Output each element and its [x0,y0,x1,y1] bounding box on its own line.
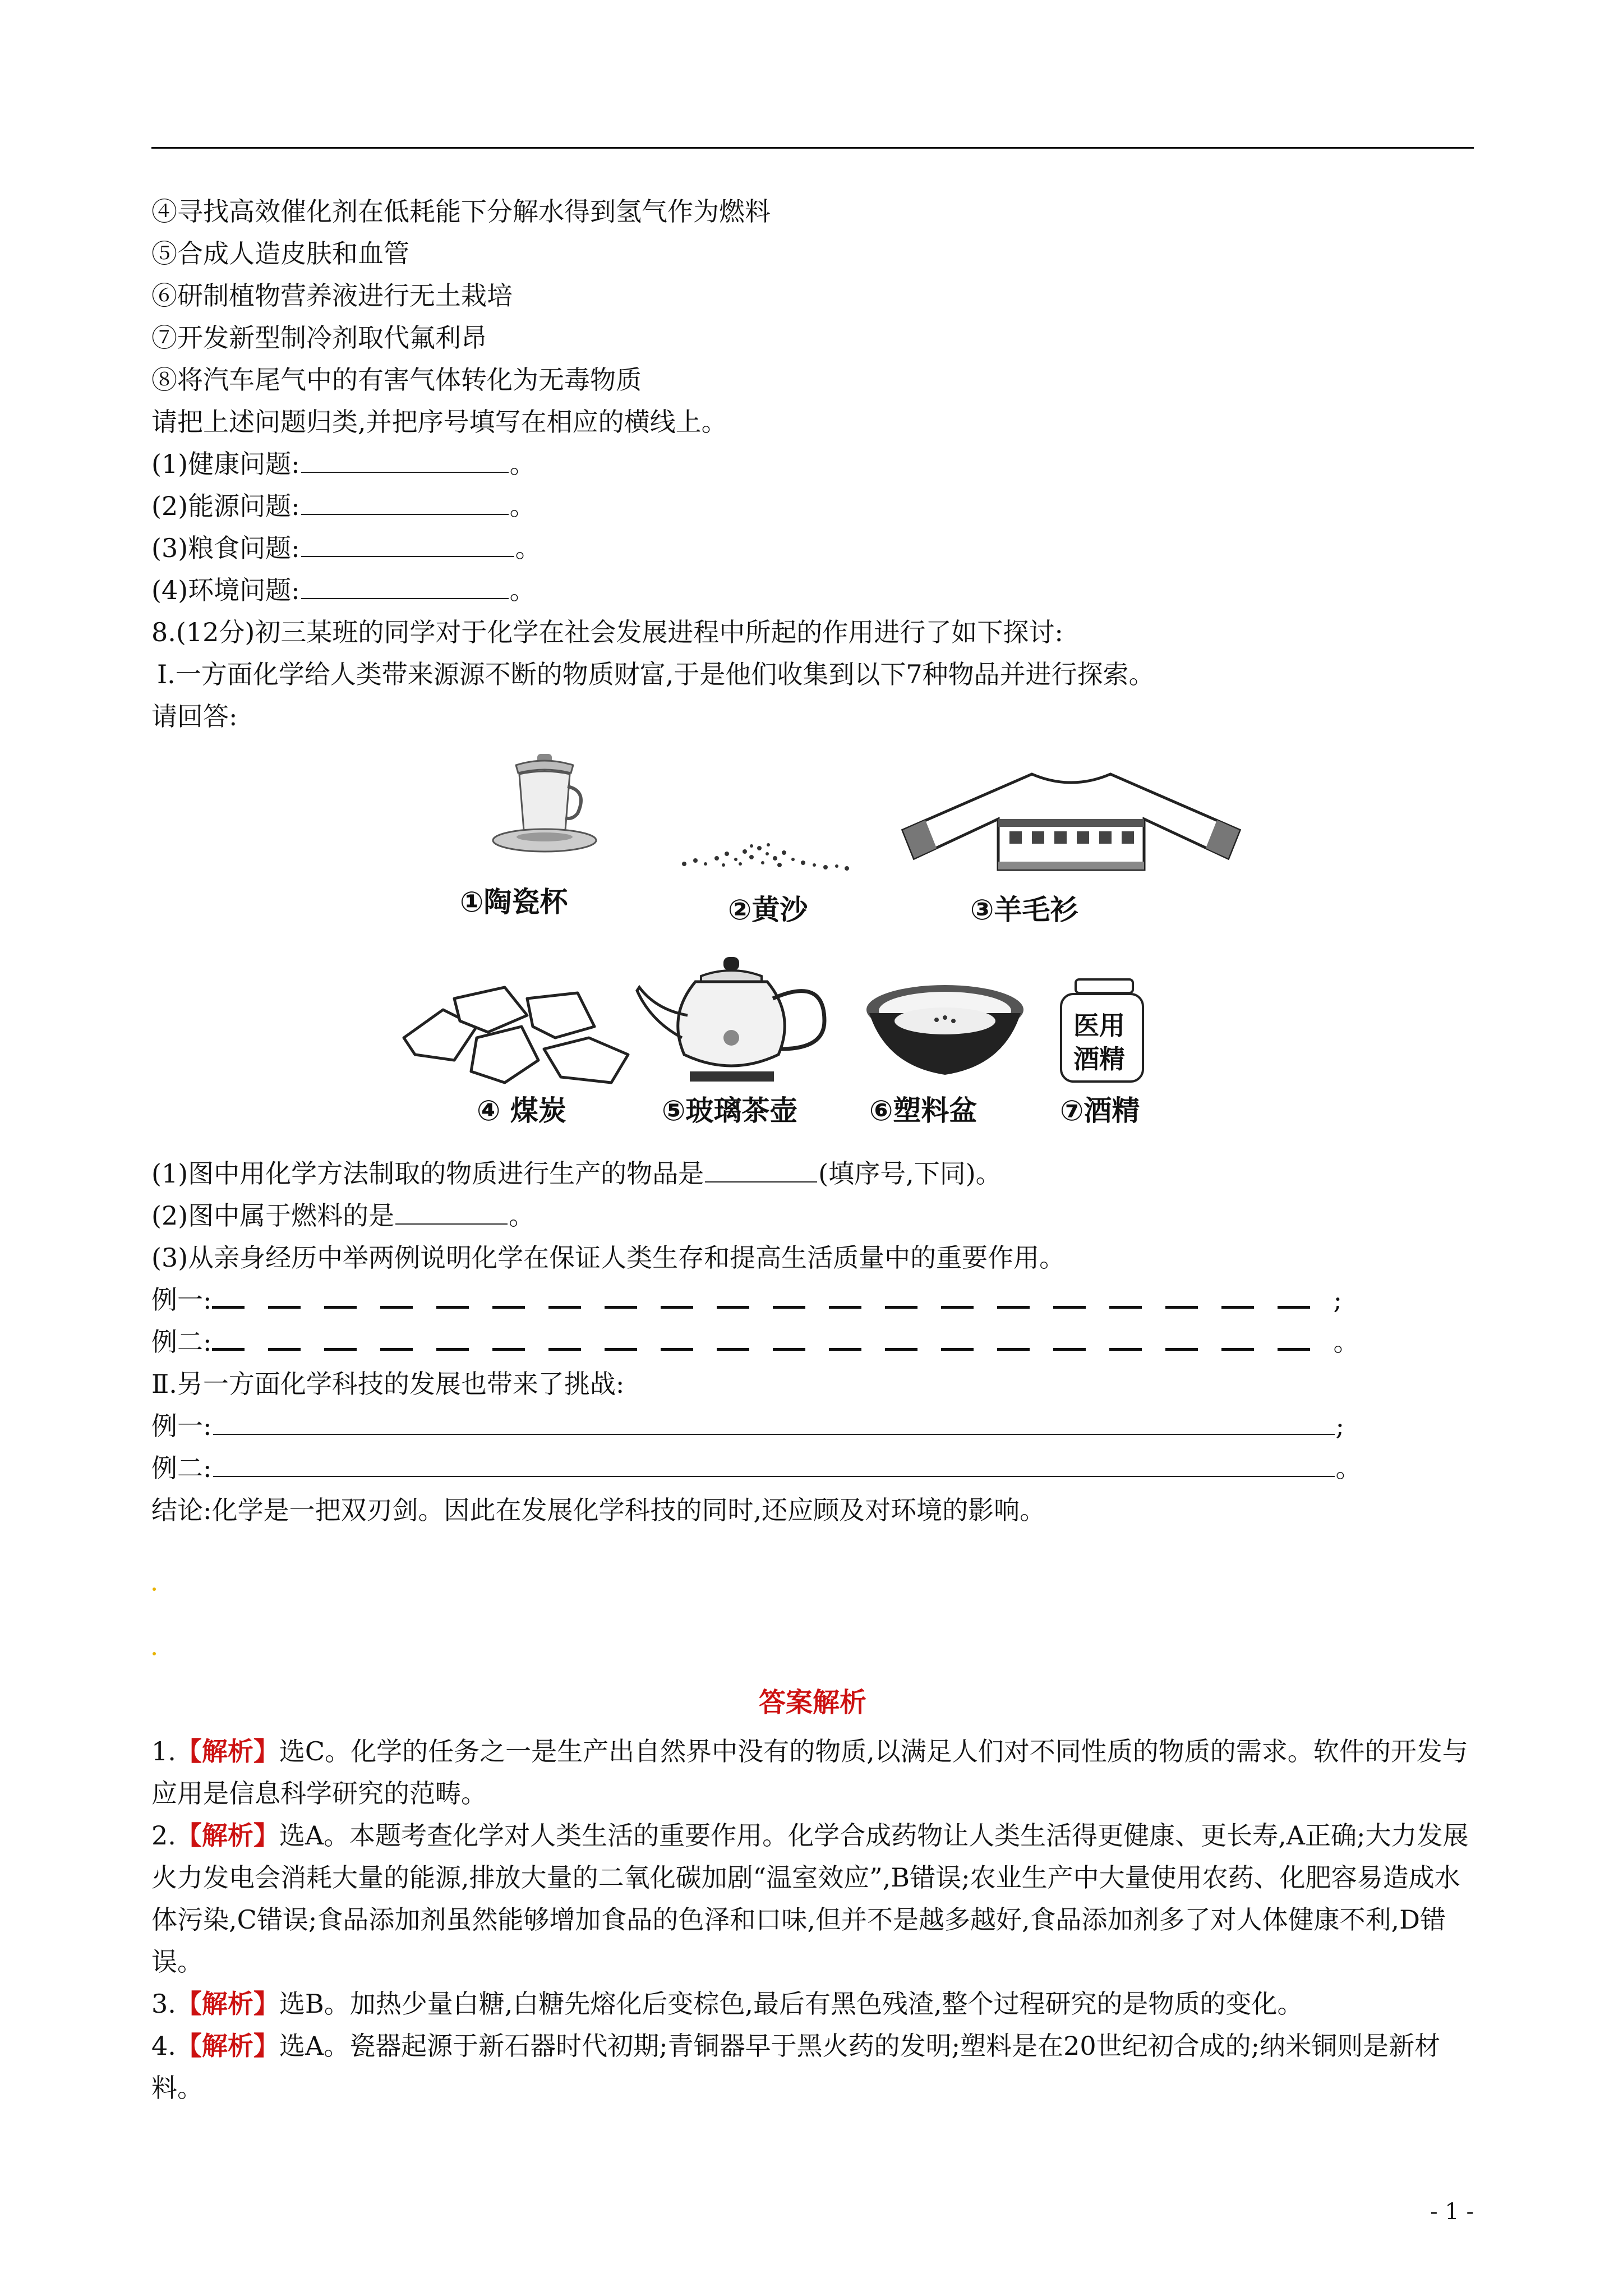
teapot-icon [634,954,841,1088]
coal-icon [393,976,639,1088]
sub-question-3: (3)从亲身经历中举两例说明化学在保证人类生存和提高生活质量中的重要作用。 [151,1243,1066,1273]
answer-blank[interactable] [705,1159,817,1182]
answer-blank[interactable] [395,1201,508,1225]
item-8: ⑧将汽车尾气中的有害气体转化为无毒物质 [151,365,642,395]
answer-section [151,1682,1474,2109]
label-alcohol: ⑦酒精 [1060,1094,1140,1127]
q8-part2: Ⅱ.另一方面化学科技的发展也带来了挑战: [151,1369,625,1399]
answer-4: 4.【解析】选A。瓷器起源于新石器时代初期;青铜器早于黑火药的发明;塑料是在20世纪初合成的;纳米铜则是新材料。 [151,2031,1441,2103]
blank-health: (1)健康问题: 。 [151,449,536,479]
challenge-example-1: 例一: ; [151,1411,1344,1441]
blank-environment: (4)环境问题: 。 [151,575,536,605]
bottle-label-line1: 医用 [1073,1010,1125,1041]
q8-stem: 8.(12分)初三某班的同学对于化学在社会发展进程中所起的作用进行了如下探讨: [151,617,1063,647]
item-6: ⑥研制植物营养液进行无土栽培 [151,280,513,311]
ceramic-cup-icon [488,752,600,858]
answer-blank[interactable] [301,533,514,557]
item-5: ⑤合成人造皮肤和血管 [151,238,409,269]
page-number: - 1 - [1430,2199,1474,2225]
answer-1: 1.【解析】选C。化学的任务之一是生产出自然界中没有的物质,以满足人们对不同性质的物质的需求。软件的开发与应用是信息科学研究的范畴。 [151,1736,1468,1809]
sand-icon [673,819,864,881]
label-sweater: ③羊毛衫 [970,894,1078,926]
label-ceramic-cup: ①陶瓷杯 [460,886,568,918]
blank-energy: (2)能源问题: 。 [151,491,536,521]
answer-3: 3.【解析】选B。加热少量白糖,白糖先熔化后变棕色,最后有黑色残渣,整个过程研究的是物质的变化。 [151,1989,1303,2019]
item-4: ④寻找高效催化剂在低耗能下分解水得到氢气作为燃料 [151,196,771,227]
decorative-dot [153,1652,156,1655]
example-2: 例二: 。 [151,1327,1359,1357]
header-rule [151,147,1474,149]
sweater-icon [897,763,1245,875]
challenge-example-2: 例二: 。 [151,1453,1362,1483]
bottle-label-line2: 酒精 [1073,1044,1125,1074]
conclusion: 结论:化学是一把双刃剑。因此在发展化学科技的同时,还应顾及对环境的影响。 [151,1495,1046,1525]
items-figure [393,752,1245,1156]
answer-blank[interactable] [213,1453,1335,1477]
sub-question-2: (2)图中属于燃料的是 。 [151,1200,535,1231]
answer-dashed-line[interactable] [212,1328,1334,1351]
alcohol-bottle-icon [1060,978,1144,1085]
question-text-continued [151,1153,1474,1531]
answer-blank[interactable] [301,576,509,599]
q8-part1: Ⅰ.一方面化学给人类带来源源不断的物质财富,于是他们收集到以下7种物品并进行探索。 [157,659,1155,689]
label-basin: ⑥塑料盆 [869,1094,978,1127]
answer-blank[interactable] [301,449,509,473]
q8-ask: 请回答: [151,701,238,731]
sub-question-1: (1)图中用化学方法制取的物质进行生产的物品是 (填序号,下同)。 [151,1158,1002,1189]
item-7: ⑦开发新型制冷剂取代氟利昂 [151,323,487,353]
decorative-dot [153,1588,156,1591]
answer-blank[interactable] [213,1411,1335,1435]
blank-food: (3)粮食问题: 。 [151,533,541,563]
basin-icon [864,982,1026,1083]
answer-title: 答案解析 [758,1687,866,1718]
example-1: 例一: ; [151,1285,1342,1315]
question-text [151,191,1474,738]
answer-dashed-line[interactable] [212,1286,1334,1309]
instruction: 请把上述问题归类,并把序号填写在相应的横线上。 [151,407,727,437]
label-teapot: ⑤玻璃茶壶 [662,1094,798,1127]
answer-blank[interactable] [301,491,509,515]
label-coal: ④ 煤炭 [477,1094,566,1127]
label-sand: ②黄沙 [728,894,808,926]
answer-2: 2.【解析】选A。本题考查化学对人类生活的重要作用。化学合成药物让人类生活得更健康、更长寿,A正确;大力发展火力发电会消耗大量的能源,排放大量的二氧化碳加剧“温室效应”,B错误;农业生产中大量使用农药、化肥容易造成水体污染,C错误;食品添加剂虽然能够增加食品的色泽和口味,但并不是越多越好,食品添加剂多了对人体健康不利,D错误。 [151,1820,1469,1977]
